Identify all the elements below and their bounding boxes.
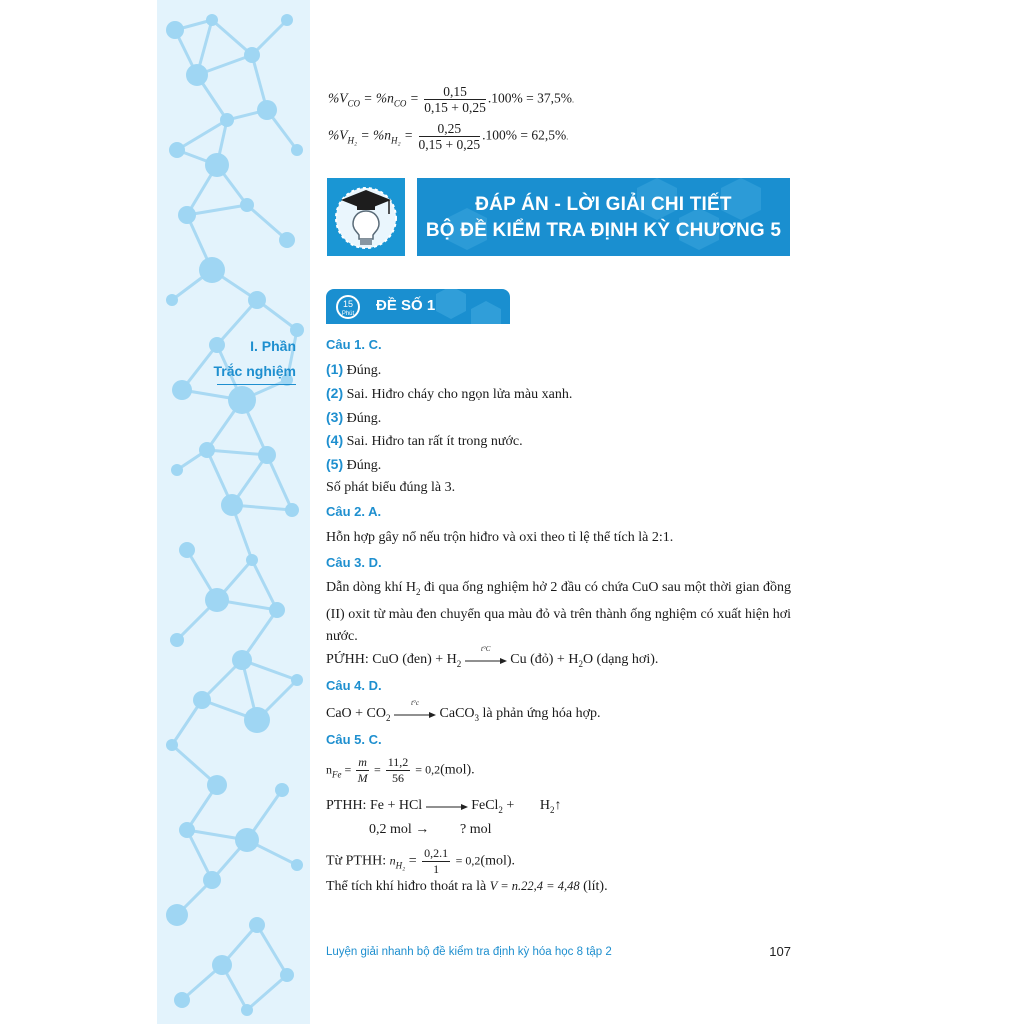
- molecule-atom: [257, 100, 277, 120]
- banner-title-line2: BỘ ĐỀ KIỂM TRA ĐỊNH KỲ CHƯƠNG 5: [425, 220, 782, 241]
- molecule-bond: [267, 455, 292, 510]
- molecule-atom: [174, 992, 190, 1008]
- molecule-atom: [269, 602, 285, 618]
- molecule-atom: [249, 917, 265, 933]
- q3-explanation: Dẫn dòng khí $H_2$ đi qua ống nghiệm hở 2 đầu có chứa CuO sau một thời gian đồng (II) oxit từ màu đen chuyển qua màu đỏ và trên thành ống nghiệm có xuất hiện hơi nước.: [326, 580, 791, 644]
- molecule-atom: [169, 142, 185, 158]
- molecule-atom: [212, 955, 232, 975]
- banner-title-line1: ĐÁP ÁN - LỜI GIẢI CHI TIẾT: [475, 194, 732, 215]
- molecule-atom: [207, 775, 227, 795]
- molecule-atom: [220, 113, 234, 127]
- molecule-atom: [235, 828, 259, 852]
- molecule-bond: [247, 975, 287, 1010]
- q3-equation: PỨHH: CuO (đen) + $H_2$ t°C Cu (đỏ) + $H_2O$ (dạng hơi).: [326, 644, 659, 669]
- molecule-atom: [241, 1004, 253, 1016]
- q1-item: (5) Đúng.: [326, 456, 382, 473]
- q2-answer: Hỗn hợp gây nổ nếu trộn hiđro và oxi theo tỉ lệ thể tích là 2:1.: [326, 530, 674, 545]
- q5-volume: Thể tích khí hiđro thoát ra là V = n.22,4 = 4,48 (lít).: [326, 879, 608, 894]
- molecule-atom: [166, 739, 178, 751]
- molecule-bond: [257, 925, 287, 975]
- q1-item: (3) Đúng.: [326, 409, 382, 426]
- molecule-atom: [244, 47, 260, 63]
- q5-moles-fe: $n_{Fe}$ = $\frac{m}{M}$ = $\frac{11,2}{56}$ = 0,2(mol).: [326, 755, 475, 785]
- molecule-atom: [166, 904, 188, 926]
- footer-book-title: Luyện giải nhanh bộ đề kiểm tra định kỳ hóa học 8 tập 2: [326, 946, 612, 958]
- molecule-atom: [166, 294, 178, 306]
- molecule-atom: [199, 442, 215, 458]
- section-label-line1: I. Phần: [250, 338, 296, 354]
- molecule-atom: [291, 674, 303, 686]
- molecule-atom: [285, 503, 299, 517]
- question-3-title: Câu 3. D.: [326, 555, 382, 570]
- molecule-atom: [206, 14, 218, 26]
- section-divider: [217, 384, 296, 385]
- molecule-atom: [205, 588, 229, 612]
- reaction-arrow-icon: t°c: [394, 707, 436, 721]
- formula-co: $\%V_{CO} = \%n_{CO}$ = $\frac{0,15}{0,15 + 0,25}$ .100% = 37,5%.: [328, 84, 575, 115]
- molecule-bond: [252, 560, 277, 610]
- molecule-atom: [170, 633, 184, 647]
- graduation-cap-lightbulb-icon: [327, 178, 405, 256]
- molecule-atom: [203, 871, 221, 889]
- q1-conclusion: Số phát biểu đúng là 3.: [326, 480, 456, 495]
- molecule-atom: [279, 232, 295, 248]
- reaction-arrow-icon: t°C: [465, 653, 507, 667]
- molecule-bond: [207, 450, 267, 455]
- molecule-atom: [258, 446, 276, 464]
- molecule-atom: [171, 464, 183, 476]
- molecule-atom: [240, 198, 254, 212]
- molecule-atom: [232, 650, 252, 670]
- molecule-atom: [193, 691, 211, 709]
- q1-item: (2) Sai. Hiđro cháy cho ngọn lửa màu xanh.: [326, 385, 573, 402]
- molecule-atom: [179, 542, 195, 558]
- q5-mol-left: 0,2 mol →: [369, 822, 430, 837]
- q5-mol-right: ? mol: [460, 822, 492, 837]
- molecule-atom: [228, 386, 256, 414]
- gas-up-arrow-icon: ↑: [554, 798, 562, 813]
- molecule-atom: [290, 323, 304, 337]
- molecule-atom: [186, 64, 208, 86]
- molecule-atom: [248, 291, 266, 309]
- test-tab: [326, 289, 510, 324]
- molecule-atom: [199, 257, 225, 283]
- chapter-banner: [417, 178, 790, 256]
- q4-equation: CaO + $CO_2$ t°c CaCO$_3$ là phản ứng hóa hợp.: [326, 698, 601, 723]
- tab-label: ĐỀ SỐ 1: [376, 297, 436, 314]
- molecule-atom: [205, 153, 229, 177]
- q5-moles-h2: Từ PTHH: $n_{H_2}$ = $\frac{0,2.1}{1}$ = 0,2(mol).: [326, 846, 516, 876]
- molecule-atom: [291, 144, 303, 156]
- reaction-arrow-icon: [426, 799, 468, 813]
- molecule-bond: [177, 120, 227, 150]
- molecule-atom: [178, 206, 196, 224]
- molecule-decoration-svg: [157, 0, 310, 1024]
- section-label-line2: Trắc nghiệm: [213, 363, 296, 379]
- question-5-title: Câu 5. C.: [326, 732, 382, 747]
- molecule-atom: [179, 822, 195, 838]
- page-number: 107: [769, 944, 791, 959]
- clock-icon: 15 Phút: [336, 295, 360, 319]
- molecule-atom: [281, 14, 293, 26]
- formula-h2: $\%V_{H_2} = \%n_{H_2}$ = $\frac{0,25}{0,15 + 0,25}$ .100% = 62,5%.: [328, 121, 569, 152]
- molecule-atom: [166, 21, 184, 39]
- q5-equation: PTHH: Fe + HCl FeCl$_2$ + $H_2↑$: [326, 798, 562, 815]
- molecule-atom: [275, 783, 289, 797]
- molecule-decoration: [157, 0, 310, 1024]
- molecule-atom: [221, 494, 243, 516]
- question-1-title: Câu 1. C.: [326, 337, 382, 352]
- question-4-title: Câu 4. D.: [326, 678, 382, 693]
- molecule-atom: [291, 859, 303, 871]
- q1-item: (1) Đúng.: [326, 361, 382, 378]
- molecule-atom: [244, 707, 270, 733]
- question-2-title: Câu 2. A.: [326, 504, 382, 519]
- molecule-atom: [172, 380, 192, 400]
- q1-item: (4) Sai. Hiđro tan rất ít trong nước.: [326, 432, 523, 449]
- molecule-atom: [280, 968, 294, 982]
- molecule-atom: [246, 554, 258, 566]
- molecule-bond: [187, 205, 247, 215]
